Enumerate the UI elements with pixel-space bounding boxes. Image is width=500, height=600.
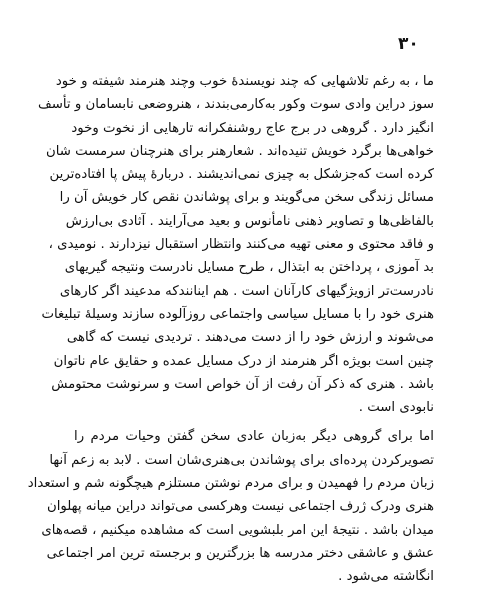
text-line: هنری خود را با مسایل سیاسی واجتماعی روزآلوده سازند وسیلهٔ تبلیغات — [41, 306, 434, 322]
text-line: نابودی است . — [358, 400, 434, 416]
body-text — [27, 70, 434, 589]
text-line: نادرست‌تر ازویژگیهای کارآنان است . هم اینانندکه مدعیند اگر کارهای — [59, 283, 434, 299]
text-line: چنین است بویژه اگر هنرمند از درک مسایل عمده و حقایق عام ناتوان — [53, 353, 434, 369]
text-line: میدان باشد . نتیجهٔ این امر بلبشویی است که مشاهده میکنیم ، قصه‌های — [41, 522, 434, 538]
paragraph-1 — [37, 70, 434, 419]
text-line: مسائل زندگی سخن می‌گویند و برای پوشاندن نقص کار خویش آن را — [59, 190, 434, 206]
text-line: اما برای گروهی دیگر به‌زبان عادی سخن گفتن وحیات مردم را — [74, 429, 434, 445]
text-line: انگاشته می‌شود . — [338, 569, 434, 585]
text-line: می‌شوند و ارزش خود را از دست می‌دهند . تردیدی نیست که گاهی — [66, 330, 434, 346]
text-line: خواهی‌ها برگرد خویش تنیده‌اند . شعارهنر برای هنرچنان سرمست شان — [45, 143, 434, 159]
text-line: کرده است که‌جزشکل به چیزی نمی‌اندیشند . دربارهٔ پیش پا افتاده‌ترین — [49, 167, 434, 183]
text-line: زبان مردم را فهمیدن و برای مردم نوشتن مستلزم هیچگونه شم و استعداد — [27, 476, 434, 492]
text-line: ما ، به رغم تلاشهایی که چند نویسندهٔ خوب وچند هنرمند شیفته و خود — [55, 74, 434, 89]
text-line: انگیز دارد . گروهی در برج عاج روشنفکرانه تارهایی از نخوت وخود — [71, 120, 434, 136]
text-line: سوز دراین وادی سوت وکور به‌کارمی‌بندند ، هنروضعی نابسامان و تأسف — [37, 97, 434, 113]
text-line: با‌لفاظی‌ها و تصاویر ذهنی نامأنوس و بعید می‌آرایند . آثادی بی‌ارزش — [65, 213, 434, 229]
text-line: تصویرکردن پرده‌ای برای پوشاندن بی‌هنری‌شان است . لابد به زعم آنها — [49, 452, 434, 468]
text-line: و فاقد محتوی و معنی تهیه می‌کنند وانتظار استقبال نیزدارند . نومیدی ، — [48, 237, 434, 253]
text-line: هنری ودرک ژرف اجتماعی نیست وهرکسی می‌تواند دراین میانه پهلوان — [46, 499, 434, 515]
text-line: باشد . هنری که ذکر آن رفت از آن خواص است و سرنوشت محتومش — [51, 376, 434, 392]
text-line: عشق و عاشقی دختر مدرسه ها بزرگترین و برجسته ترین امر اجتماعی — [46, 545, 434, 561]
page-number: ۳۰ — [398, 34, 419, 54]
text-line: بد آموزی ، پرداختن به ابتذال ، طرح مسایل نادرست ونتیجه گیریهای — [64, 260, 434, 276]
paragraph-2 — [27, 425, 434, 588]
